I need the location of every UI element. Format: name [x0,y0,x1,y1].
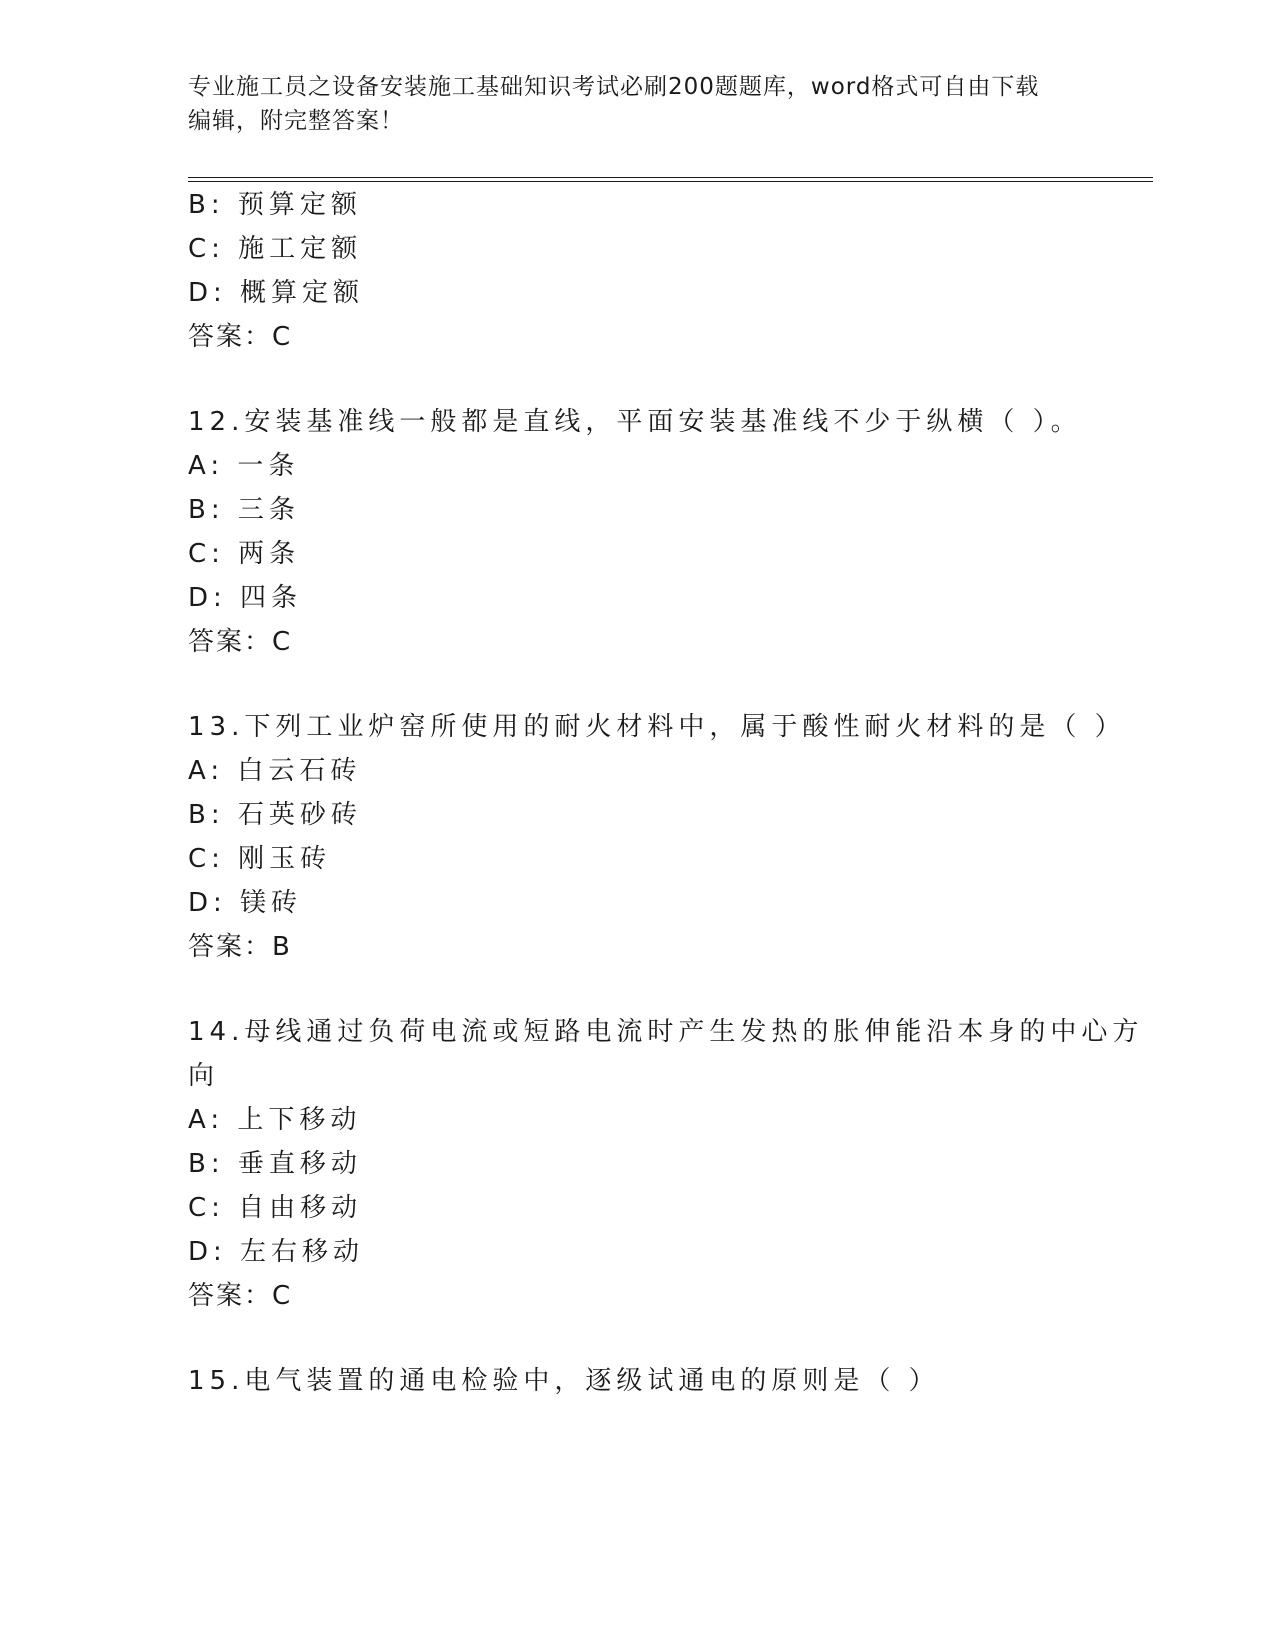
header-divider-bottom [188,181,1153,182]
document-header [188,70,1068,138]
q12-answer: 答案：C [188,627,293,657]
q14-option-a: A: 上下移动 [188,1105,362,1135]
q13-option-a: A: 白云石砖 [188,756,362,786]
q11-answer: 答案：C [188,322,293,352]
q14-option-b: B: 垂直移动 [188,1149,362,1179]
q14-option-d: D: 左右移动 [188,1237,365,1267]
q13-option-b: B: 石英砂砖 [188,800,362,830]
q12-option-b: B: 三条 [188,495,300,525]
q11-option-c: C: 施工定额 [188,234,363,264]
q12-stem: 12.安装基准线一般都是直线，平面安装基准线不少于纵横（ ）。 [188,407,1082,437]
header-title-line-1: 专业施工员之设备安装施工基础知识考试必刷200题题库，word格式可自由下载 [188,74,1040,100]
q14-stem-line-1: 14.母线通过负荷电流或短路电流时产生发热的胀伸能沿本身的中心方 [188,1017,1144,1047]
q14-answer: 答案：C [188,1281,293,1311]
header-divider-top [188,177,1153,178]
q13-option-c: C: 刚玉砖 [188,844,332,874]
q14-option-c: C: 自由移动 [188,1193,363,1223]
q13-option-d: D: 镁砖 [188,888,303,918]
q12-option-a: A: 一条 [188,451,300,481]
q12-option-c: C: 两条 [188,539,301,569]
q14-stem-line-2: 向 [188,1061,220,1091]
q11-option-d: D: 概算定额 [188,278,365,308]
q15-stem: 15.电气装置的通电检验中，逐级试通电的原则是（ ） [188,1366,940,1396]
q12-option-d: D: 四条 [188,583,303,613]
q13-stem: 13.下列工业炉窑所使用的耐火材料中，属于酸性耐火材料的是（ ） [188,712,1126,742]
q13-answer: 答案：B [188,932,292,962]
q11-option-b: B: 预算定额 [188,190,362,220]
header-title-line-2: 编辑，附完整答案！ [188,108,404,134]
